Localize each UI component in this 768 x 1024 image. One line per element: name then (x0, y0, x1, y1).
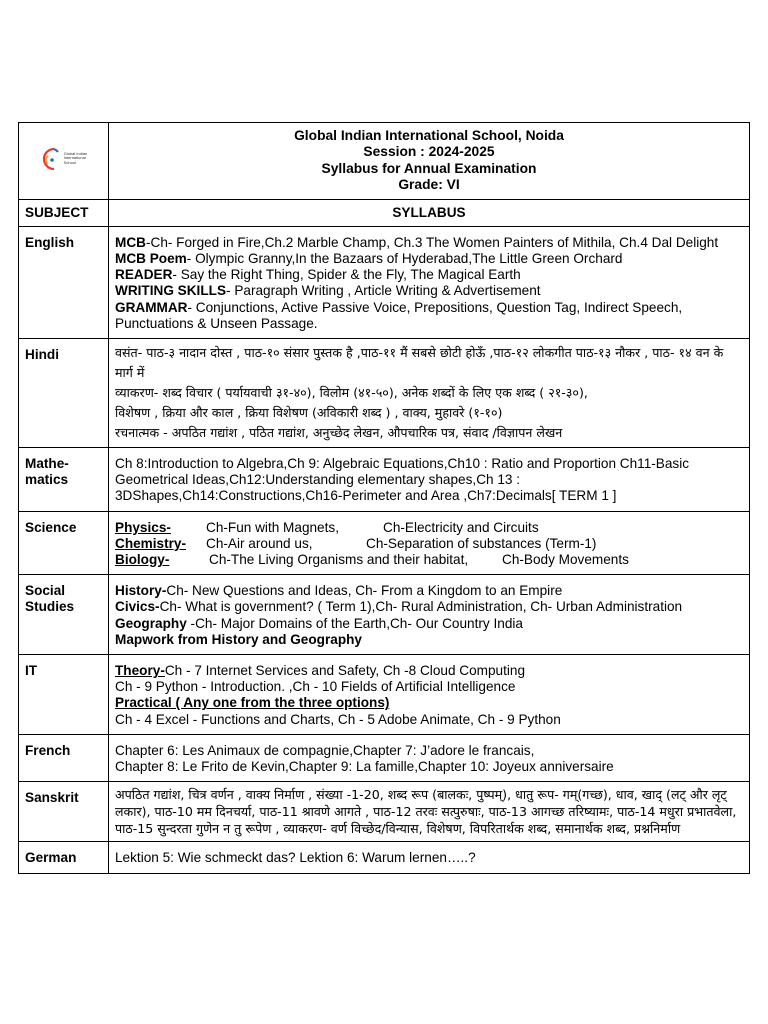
syllabus-french: Chapter 6: Les Animaux de compagnie,Chapter 7: J’adore le francais, Chapter 8: Le Frito de Kevin,Chapter 9: La famille,Chapter 10: Joyeux anniversaire (109, 734, 750, 781)
subject-row-science (19, 511, 750, 575)
subject-name: English (19, 226, 109, 338)
syllabus-hindi: वसंत- पाठ-३ नादान दोस्त , पाठ-१० संसार पुस्तक है ,पाठ-११ मैं सबसे छोटी होऊँ ,पाठ-१२ लोकगीत पाठ-१३ नौकर , पाठ- १४ वन के मार्ग में व्याकरण- शब्द विचार ( पर्यायवाची ३१-४०), विलोम (४१-५०), अनेक शब्दों के लिए एक शब्द ( २१-३०), विशेषण , क्रिया और काल , क्रिया विशेषण (अविकारी शब्द ) , वाक्य, मुहावरे (१-१०) रचनात्मक - अपठित गद्यांश , पठित गद्यांश, अनुच्छेद लेखन, औपचारिक पत्र, संवाद /विज्ञापन लेखन (109, 339, 750, 448)
subject-name: Sanskrit (19, 782, 109, 842)
syllabus-english: MCB-Ch- Forged in Fire,Ch.2 Marble Champ, Ch.3 The Women Painters of Mithila, Ch.4 Dal Delight MCB Poem- Olympic Granny,In the Bazaars of Hyderabad,The Little Green Orchard READER- Say the Right Thing, Spider & the Fly, The Magical Earth WRITING SKILLS- Paragraph Writing , Article Writing & Advertisement GRAMMAR- Conjunctions, Active Passive Voice, Prepositions, Question Tag, Indirect Speech, Punctuations & Unseen Passage. (109, 226, 750, 338)
subject-name: Hindi (19, 339, 109, 448)
subject-row-english (19, 226, 750, 338)
exam-title: Syllabus for Annual Examination (321, 160, 537, 176)
subject-header: SUBJECT (19, 199, 109, 226)
syllabus-sanskrit: अपठित गद्यांश, चित्र वर्णन , वाक्य निर्माण , संख्या -1-20, शब्द रूप (बालकः, पुष्पम्), धातु रूप- गम्(गच्छ), धाव, खाद् (लट् और लृट् लकार), पाठ-10 मम दिनचर्या, पाठ-11 श्रावणे आगते , पाठ-12 तरवः सत्पुरुषाः, पाठ-13 आगच्छ तरिष्यामः, पाठ-14 मधुरा प्रभातवेला, पाठ-15 सुन्दरता गुणेन न तु रूपेण , व्याकरण- वर्ण विच्छेद/विन्यास, विशेषण, विपरितार्थक शब्द, समानार्थक शब्द, प्रश्ननिर्माण (109, 782, 750, 842)
column-header-row (19, 199, 750, 226)
logo-text: Global Indian International School (63, 150, 88, 165)
subject-row-hindi (19, 339, 750, 448)
school-logo-icon (40, 146, 62, 172)
syllabus-social: History-Ch- New Questions and Ideas, Ch- From a Kingdom to an Empire Civics-Ch- What is government? ( Term 1),Ch- Rural Administration, Ch- Urban Administration Geography -Ch- Major Domains of the Earth,Ch- Our Country India Mapwork from History and Geography (109, 575, 750, 655)
school-name: Global Indian International School, Noida (294, 128, 564, 143)
syllabus-maths: Ch 8:Introduction to Algebra,Ch 9: Algebraic Equations,Ch10 : Ratio and Proportion Ch11-Basic Geometrical Ideas,Ch12:Understanding elementary shapes,Ch 13 : 3DShapes,Ch14:Constructions,Ch16-Perimeter and Area ,Ch7:Decimals[ TERM 1 ] (109, 448, 750, 512)
subject-row-french (19, 734, 750, 781)
subject-name: French (19, 734, 109, 781)
subject-row-it (19, 655, 750, 735)
syllabus-table (18, 122, 750, 874)
grade: Grade: VI (398, 177, 460, 193)
subject-name: German (19, 842, 109, 873)
syllabus-header: SYLLABUS (109, 199, 750, 226)
header-row (19, 123, 750, 200)
header-cell (109, 123, 750, 200)
subject-row-sanskrit (19, 782, 750, 842)
syllabus-science: Physics- Ch-Fun with Magnets, Ch-Electricity and Circuits Chemistry- Ch-Air around us, Ch-Separation of substances (Term-1) Biology- Ch-The Living Organisms and their habitat, Ch-Body Movements (109, 511, 750, 575)
subject-name: Social Studies (19, 575, 109, 655)
session: Session : 2024-2025 (363, 144, 495, 160)
subject-name: Science (19, 511, 109, 575)
subject-name: Mathe- matics (19, 448, 109, 512)
syllabus-it: Theory-Ch - 7 Internet Services and Safety, Ch -8 Cloud Computing Ch - 9 Python - Introduction. ,Ch - 10 Fields of Artificial Intelligence Practical ( Any one from the three options) Ch - 4 Excel - Functions and Charts, Ch - 5 Adobe Animate, Ch - 9 Python (109, 655, 750, 735)
school-logo (40, 146, 88, 172)
subject-name: IT (19, 655, 109, 735)
syllabus-german: Lektion 5: Wie schmeckt das? Lektion 6: Warum lernen…..? (109, 842, 750, 873)
subject-row-german (19, 842, 750, 873)
subject-row-maths (19, 448, 750, 512)
logo-cell (19, 123, 109, 200)
subject-row-social (19, 575, 750, 655)
